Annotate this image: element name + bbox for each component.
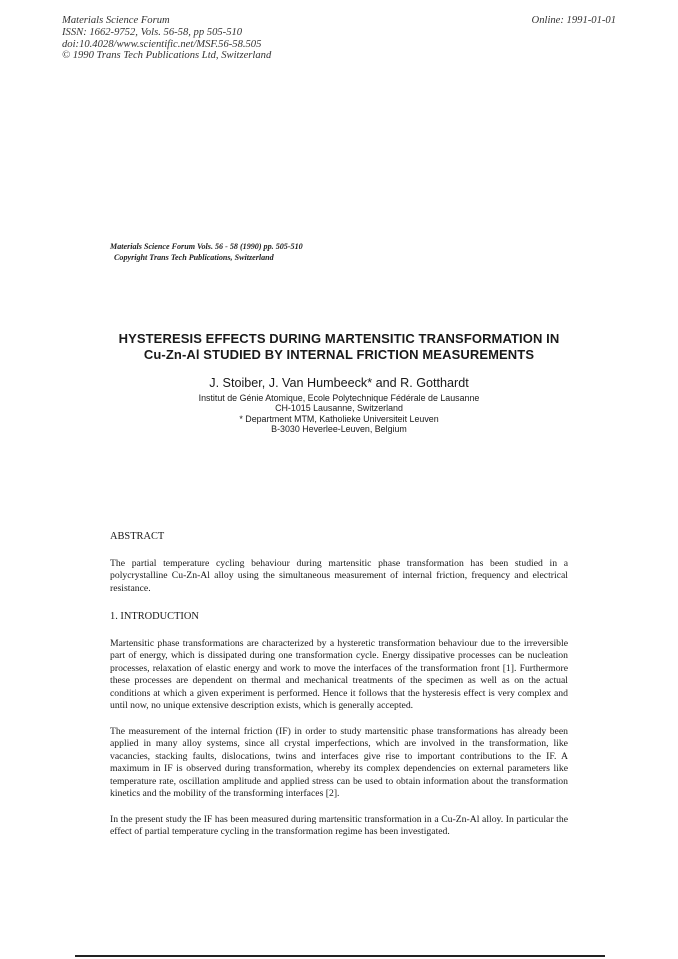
title-line: HYSTERESIS EFFECTS DURING MARTENSITIC TRANSFORMATION IN [118, 331, 560, 346]
authors: J. Stoiber, J. Van Humbeeck* and R. Gotthardt [209, 376, 469, 390]
copyright-line: © 1990 Trans Tech Publications Ltd, Switzerland [62, 50, 272, 62]
intro-paragraph: In the present study the IF has been measured during martensitic transformation in a Cu-Zn-Al alloy. In particular the effect of partial temperature cycling in the transformation regime has been investigated. [110, 813, 568, 837]
abstract-heading: ABSTRACT [110, 531, 165, 542]
original-citation [110, 242, 303, 263]
citation-copyright: Copyright Trans Tech Publications, Switzerland [114, 252, 274, 262]
citation-line: Materials Science Forum Vols. 56 - 58 (1990) pp. 505-510 [110, 242, 303, 251]
introduction-heading: 1. INTRODUCTION [110, 611, 199, 622]
affiliation-line: CH-1015 Lausanne, Switzerland [275, 403, 403, 414]
affiliation-line: * Department MTM, Katholieke Universiteit Leuven [239, 413, 439, 424]
affiliation-line: Institut de Génie Atomique, Ecole Polytechnique Fédérale de Lausanne [198, 393, 480, 403]
abstract-paragraph: The partial temperature cycling behaviour during martensitic phase transformation has been studied in a polycrystalline Cu-Zn-Al alloy using the simultaneous measurement of internal friction, frequency and electrical resistance. [110, 557, 568, 594]
paper-title [60, 331, 618, 362]
journal-info [62, 15, 271, 62]
body-text [110, 531, 568, 839]
affiliations [60, 393, 618, 434]
issn-line: ISSN: 1662-9752, Vols. 56-58, pp 505-510 [62, 26, 243, 38]
intro-paragraph: The measurement of the internal friction (IF) in order to study martensitic phase transformations has already been applied in many alloy systems, since all crystal imperfections, which are involved in the transformation, like vacancies, stacking faults, dislocations, twins and interfaces give rise to important contributions to the IF. A maximum in IF is observed during transformation, whereby its complex dependencies on external parameters like temperature rate, oscillation amplitude and applied stress can be used to obtain information about the transformation kinetics and the mobility of the transforming interfaces [2]. [110, 725, 568, 799]
doi-line[interactable]: doi:10.4028/www.scientific.net/MSF.56-58.505 [62, 38, 262, 50]
page-header [62, 15, 616, 62]
footer-rule [75, 955, 605, 957]
title-line: Cu-Zn-Al STUDIED BY INTERNAL FRICTION MEASUREMENTS [143, 346, 535, 362]
intro-paragraph: Martensitic phase transformations are characterized by a hysteretic transformation behaviour due to the irreversible part of energy, which is dissipated during one transformation cycle. Energy dissipative processes can be nucleation processes, relaxation of elastic energy and work to move the interfaces of the transformation front [1]. Furthermore these processes are dependent on thermal and mechanical treatments of the specimen as well as on the actual conditions at which a given experiment is performed. Hence it follows that the hysteresis effect is very complex and until now, no unique extensive description exists, which is generally accepted. [110, 637, 568, 711]
journal-name: Materials Science Forum [62, 15, 170, 26]
affiliation-line: B-3030 Heverlee-Leuven, Belgium [271, 423, 407, 434]
online-date: Online: 1991-01-01 [531, 15, 616, 26]
